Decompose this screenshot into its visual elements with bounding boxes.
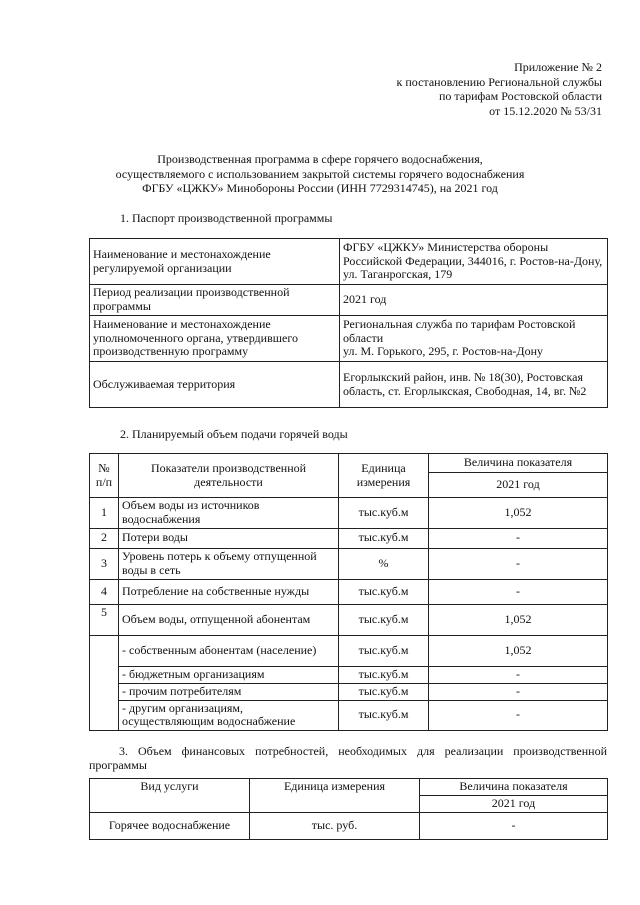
passport-table: [89, 238, 608, 408]
subrow-unit: тыс.куб.м: [339, 635, 429, 666]
passport-label: Наименование и местонахождение уполномоченного органа, утвердившего производственную программу: [90, 316, 340, 362]
row-value: -: [429, 579, 608, 604]
table-row: [90, 362, 608, 408]
subrow-value: -: [429, 683, 608, 700]
table-row: [90, 528, 608, 548]
passport-label: Период реализации производственной программы: [90, 285, 340, 316]
subrow-name: - бюджетным организациям: [119, 666, 339, 683]
passport-value: ФГБУ «ЦЖКУ» Министерства обороны Российской Федерации, 344016, г. Ростов-на-Дону, ул. Таганрогская, 179: [340, 239, 608, 285]
row-num: 3: [90, 548, 119, 579]
table-header-row: [90, 454, 608, 473]
table-header-row: [90, 779, 608, 796]
section2-heading: 2. Планируемый объем подачи горячей воды: [120, 427, 348, 441]
row-name: Объем воды, отпущенной абонентам: [119, 604, 339, 635]
table-row: [90, 604, 608, 635]
row-value: 1,052: [429, 498, 608, 529]
subrow-unit: тыс.куб.м: [339, 666, 429, 683]
row-value: -: [429, 548, 608, 579]
row-unit: тыс.куб.м: [339, 579, 429, 604]
title-line: осуществляемого с использованием закрытой системы горячего водоснабжения: [115, 166, 525, 181]
row-name: Уровень потерь к объему отпущенной воды в сеть: [119, 548, 339, 579]
header-year: 2021 год: [429, 473, 608, 498]
subrow-value: 1,052: [429, 635, 608, 666]
row-unit: тыс.куб.м: [339, 528, 429, 548]
passport-value: Егорлыкский район, инв. № 18(30), Ростовская область, ст. Егорлыкская, Свободная, 14, вг. №2: [340, 362, 608, 408]
table-row: [90, 498, 608, 529]
table-row: [90, 635, 608, 666]
row-unit: тыс.куб.м: [339, 498, 429, 529]
appendix-block: [302, 60, 602, 119]
header-value-group: Величина показателя: [429, 454, 608, 473]
passport-label: Обслуживаемая территория: [90, 362, 340, 408]
subrow-name: - прочим потребителям: [119, 683, 339, 700]
row-num-empty: [90, 635, 119, 731]
table-row: [90, 700, 608, 731]
row-num: 1: [90, 498, 119, 529]
document-title: [60, 152, 580, 196]
passport-value: [340, 316, 608, 362]
appendix-line: к постановлению Региональной службы: [396, 74, 602, 89]
row-name: Объем воды из источников водоснабжения: [119, 498, 339, 529]
subrow-value: -: [429, 700, 608, 731]
passport-label: Наименование и местонахождение регулируемой организации: [90, 239, 340, 285]
subrow-name: - собственным абонентам (население): [119, 635, 339, 666]
table-row: [90, 666, 608, 683]
row-unit: тыс. руб.: [250, 812, 420, 839]
header-unit: Единица измерения: [339, 454, 429, 498]
table-row: [90, 316, 608, 362]
row-name: Потери воды: [119, 528, 339, 548]
title-line: Производственная программа в сфере горячего водоснабжения,: [157, 152, 483, 166]
row-num: 4: [90, 579, 119, 604]
passport-value: 2021 год: [340, 285, 608, 316]
row-value: -: [420, 812, 608, 839]
header-indicator: Показатели производственной деятельности: [119, 454, 339, 498]
appendix-line: от 15.12.2020 № 53/31: [489, 103, 602, 118]
subrow-name: - другим организациям, осуществляющим водоснабжение: [119, 700, 339, 731]
header-num: № п/п: [90, 454, 119, 498]
appendix-line: по тарифам Ростовской области: [438, 89, 602, 104]
row-unit: %: [339, 548, 429, 579]
subrow-unit: тыс.куб.м: [339, 700, 429, 731]
finance-table: [89, 778, 608, 840]
appendix-line: Приложение № 2: [514, 60, 602, 74]
row-num: 2: [90, 528, 119, 548]
table-row: [90, 812, 608, 839]
table-row: [90, 548, 608, 579]
table-row: [90, 579, 608, 604]
row-value: 1,052: [429, 604, 608, 635]
title-line: ФГБУ «ЦЖКУ» Минобороны России (ИНН 7729314745), на 2021 год: [142, 181, 498, 196]
row-num: 5: [90, 604, 119, 635]
header-year: 2021 год: [420, 795, 608, 812]
subrow-value: -: [429, 666, 608, 683]
header-service: Вид услуги: [90, 779, 250, 813]
table-row: [90, 683, 608, 700]
header-unit: Единица измерения: [250, 779, 420, 813]
section3-heading: 3. Объем финансовых потребностей, необходимых для реализации производственной программы: [89, 744, 607, 772]
subrow-unit: тыс.куб.м: [339, 683, 429, 700]
passport-value-line: Региональная служба по тарифам Ростовской области: [343, 316, 576, 345]
table-row: [90, 239, 608, 285]
row-unit: тыс.куб.м: [339, 604, 429, 635]
header-value-group: Величина показателя: [420, 779, 608, 796]
row-value: -: [429, 528, 608, 548]
passport-value-line: ул. М. Горького, 295, г. Ростов-на-Дону: [343, 344, 543, 359]
table-row: [90, 285, 608, 316]
section1-heading: 1. Паспорт производственной программы: [120, 211, 333, 225]
row-name: Потребление на собственные нужды: [119, 579, 339, 604]
volume-table: [89, 453, 608, 731]
row-service: Горячее водоснабжение: [90, 812, 250, 839]
